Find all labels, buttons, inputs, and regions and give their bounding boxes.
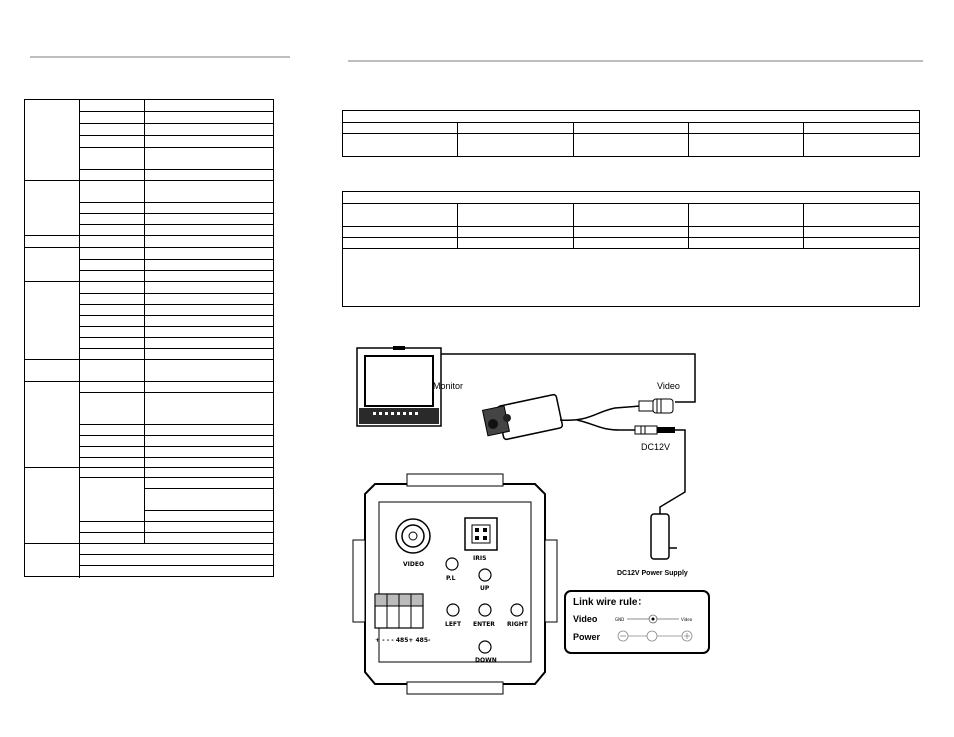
spec-row — [80, 260, 145, 271]
spec-row — [80, 349, 145, 360]
down-label: DOWN — [475, 657, 497, 664]
spec-row — [80, 458, 145, 468]
accessory-table-1 — [342, 110, 920, 157]
spec-cell — [145, 148, 274, 170]
spec-row — [80, 533, 145, 544]
table-row — [343, 123, 919, 134]
spec-cell — [145, 327, 274, 338]
link-rule-title: Link wire rule： — [573, 597, 648, 608]
video-port-label: VIDEO — [403, 561, 425, 568]
terminal-label: + - - - 485+ 485- — [375, 637, 431, 644]
spec-row — [80, 447, 145, 458]
video-end-label: Video — [681, 617, 693, 622]
spec-cell — [145, 282, 274, 294]
iris-label: IRIS — [473, 555, 487, 562]
specification-table — [24, 99, 274, 577]
down-button[interactable] — [479, 641, 491, 653]
spec-row — [80, 271, 145, 282]
camera-rear-panel — [353, 474, 557, 694]
rs485-terminal-icon — [375, 594, 423, 628]
table-row — [343, 204, 919, 227]
video-cable-label: Video — [657, 381, 680, 391]
spec-group-4 — [25, 248, 80, 282]
spec-span-row — [80, 566, 274, 578]
spec-cell — [145, 305, 274, 316]
enter-label: ENTER — [473, 621, 495, 628]
spec-row — [80, 181, 145, 203]
enter-button[interactable] — [479, 604, 491, 616]
connection-diagram — [345, 342, 710, 698]
spec-row — [80, 148, 145, 170]
spec-group-6 — [25, 360, 80, 382]
spec-cell — [145, 248, 274, 260]
spec-cell — [145, 360, 274, 382]
spec-span-row — [80, 544, 274, 555]
spec-group-3 — [25, 236, 80, 248]
spec-row — [80, 382, 145, 393]
spec-row — [80, 294, 145, 305]
spec-row — [80, 225, 145, 236]
spec-cell — [145, 294, 274, 305]
power-supply-icon — [651, 514, 677, 559]
spec-row — [80, 170, 145, 181]
spec-row — [80, 522, 145, 533]
right-header-rule — [348, 60, 923, 62]
spec-cell — [145, 170, 274, 181]
spec-cell — [145, 349, 274, 360]
table-row — [343, 227, 919, 238]
spec-row — [80, 305, 145, 316]
iris-connector-icon — [465, 518, 497, 550]
link-rule-video-label: Video — [573, 614, 598, 624]
spec-row — [80, 316, 145, 327]
spec-cell — [145, 533, 274, 544]
spec-cell — [145, 511, 274, 522]
spec-row — [80, 124, 145, 136]
spec-row — [80, 468, 145, 478]
spec-row — [80, 136, 145, 148]
camera-icon — [483, 394, 563, 440]
spec-row — [80, 236, 145, 248]
dc-connector-icon — [635, 426, 675, 434]
spec-row — [80, 393, 145, 425]
spec-group-8 — [25, 468, 80, 544]
spec-group-2 — [25, 181, 80, 236]
spec-group-9 — [25, 544, 80, 578]
pl-label: P.L — [446, 575, 456, 582]
left-button[interactable] — [447, 604, 459, 616]
spec-cell — [145, 447, 274, 458]
spec-cell — [145, 136, 274, 148]
up-button[interactable] — [479, 569, 491, 581]
pl-button[interactable] — [446, 558, 458, 570]
spec-row — [80, 338, 145, 349]
table-header-row — [343, 192, 919, 204]
spec-cell — [145, 260, 274, 271]
spec-span-row — [80, 555, 274, 566]
dc12v-label: DC12V — [641, 442, 671, 452]
spec-row — [80, 214, 145, 225]
spec-row — [80, 248, 145, 260]
spec-cell — [145, 214, 274, 225]
spec-row — [80, 112, 145, 124]
spec-cell — [145, 458, 274, 468]
spec-row — [80, 282, 145, 294]
spec-cell — [145, 522, 274, 533]
spec-cell — [145, 112, 274, 124]
spec-cell — [145, 316, 274, 327]
spec-row — [80, 478, 145, 522]
up-label: UP — [480, 585, 490, 592]
spec-cell — [145, 100, 274, 112]
accessory-table-2 — [342, 191, 920, 307]
spec-cell — [145, 236, 274, 248]
spec-group-5 — [25, 282, 80, 360]
left-header-rule — [30, 56, 290, 58]
spec-cell — [145, 436, 274, 447]
link-rule-power-label: Power — [573, 632, 601, 642]
gnd-label: GND — [615, 617, 625, 622]
spec-row — [80, 327, 145, 338]
spec-cell — [145, 425, 274, 436]
spec-cell — [145, 382, 274, 393]
table-header-row — [343, 111, 919, 123]
right-button[interactable] — [511, 604, 523, 616]
monitor-icon — [357, 346, 441, 426]
spec-row — [80, 360, 145, 382]
spec-cell — [145, 124, 274, 136]
video-port-icon — [396, 519, 430, 553]
spec-cell — [145, 478, 274, 489]
monitor-label: Monitor — [433, 381, 464, 391]
table-row — [343, 238, 919, 249]
spec-cell — [145, 203, 274, 214]
spec-group-7 — [25, 382, 80, 468]
left-label: LEFT — [445, 621, 462, 628]
table-row — [343, 134, 919, 156]
spec-cell — [145, 271, 274, 282]
spec-row — [80, 100, 145, 112]
right-label: RIGHT — [507, 621, 528, 628]
bnc-connector-icon — [639, 399, 673, 413]
table-note-row — [343, 249, 919, 306]
spec-cell — [145, 338, 274, 349]
spec-group-1 — [25, 100, 80, 181]
spec-cell — [145, 489, 274, 511]
power-supply-label: DC12V Power Supply — [617, 570, 688, 577]
spec-row — [80, 203, 145, 214]
spec-cell — [145, 225, 274, 236]
spec-cell — [145, 181, 274, 203]
spec-cell — [145, 393, 274, 425]
spec-row — [80, 436, 145, 447]
spec-cell — [145, 468, 274, 478]
spec-row — [80, 425, 145, 436]
